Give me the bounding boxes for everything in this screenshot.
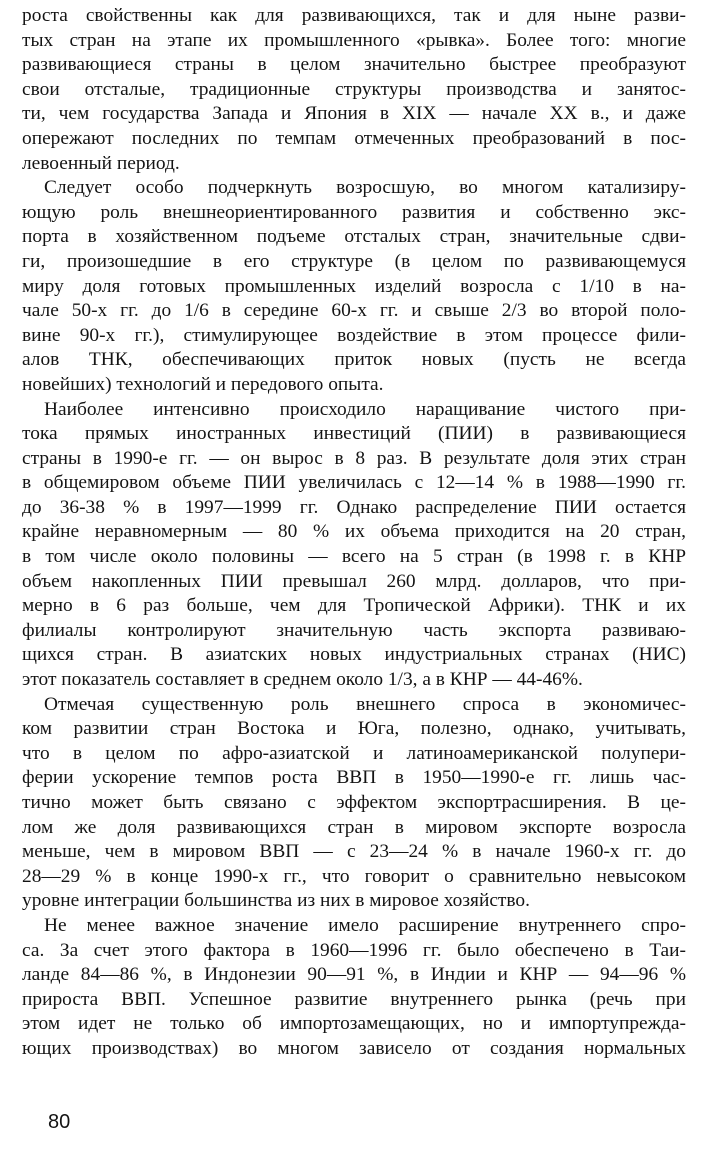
text-line: этот показатель составляет в среднем около 1/3, а в КНР — 44-46%. [22, 669, 583, 691]
text-line: этом идет не только об импортозамещающих, но и импортупрежда- [22, 1013, 686, 1035]
text-body [22, 4, 686, 1062]
text-line: миру доля готовых промышленных изделий возросла с 1/10 в на- [22, 275, 686, 297]
paragraph [22, 176, 686, 397]
text-line: меньше, чем в мировом ВВП — с 23—24 % в начале 1960-х гг. до [22, 841, 686, 863]
page-number: 80 [48, 1111, 71, 1133]
text-line: объем накопленных ПИИ превышал 260 млрд. долларов, что при- [22, 570, 686, 592]
book-page [22, 4, 686, 1154]
paragraph [22, 4, 686, 176]
text-line: тично может быть связано с эффектом экспортрасширения. В це- [22, 792, 686, 813]
text-line: ющих производствах) во многом зависело от создания нормальных [22, 1037, 686, 1059]
text-line: свои отсталые, традиционные структуры производства и занятос- [22, 78, 686, 100]
text-line: порта в хозяйственном подъеме отсталых стран, значительные сдви- [22, 226, 686, 248]
text-line: мерно в 6 раз больше, чем для Тропической Африки). ТНК и их [22, 595, 686, 617]
text-line: ланде 84—86 %, в Индонезии 90—91 %, в Индии и КНР — 94—96 % [22, 964, 686, 986]
text-line: прироста ВВП. Успешное развитие внутреннего рынка (речь при [22, 988, 686, 1010]
text-line: Отмечая существенную роль внешнего спроса в экономичес- [44, 693, 686, 715]
text-line: опережают последних по темпам отмеченных преобразований в пос- [22, 127, 686, 149]
paragraph [22, 693, 686, 914]
text-line: в общемировом объеме ПИИ увеличилась с 12—14 % в 1988—1990 гг. [22, 472, 686, 494]
text-line: до 36-38 % в 1997—1999 гг. Однако распределение ПИИ остается [22, 496, 686, 518]
text-line: филиалы контролируют значительную часть экспорта развиваю- [22, 619, 686, 641]
text-line: чале 50-х гг. до 1/6 в середине 60-х гг. и свыше 2/3 во второй поло- [22, 300, 686, 322]
paragraph [22, 914, 686, 1062]
text-line: Не менее важное значение имело расширение внутреннего спро- [44, 914, 686, 936]
text-line: алов ТНК, обеспечивающих приток новых (пусть не всегда [22, 349, 686, 371]
text-line: крайне неравномерным — 80 % их объема приходится на 20 стран, [22, 521, 686, 543]
text-line: ющую роль внешнеориентированного развития и собственно экс- [22, 201, 686, 223]
text-line: в том числе около половины — всего на 5 стран (в 1998 г. в КНР [22, 546, 686, 568]
text-line: уровне интеграции большинства из них в мировое хозяйство. [22, 890, 530, 912]
text-line: роста свойственны как для развивающихся, так и для ныне разви- [22, 5, 686, 26]
text-line: ги, произошедшие в его структуре (в целом по развивающемуся [22, 250, 686, 272]
text-line: лом же доля развивающихся стран в мировом экспорте возросла [22, 816, 686, 838]
text-line: са. За счет этого фактора в 1960—1996 гг. было обеспечено в Таи- [22, 939, 686, 961]
text-line: Наиболее интенсивно происходило наращивание чистого при- [44, 398, 686, 420]
text-line: тока прямых иностранных инвестиций (ПИИ) в развивающиеся [22, 423, 686, 445]
text-line: новейших) технологий и передового опыта. [22, 373, 384, 395]
text-line: левоенный период. [22, 152, 180, 174]
text-line: Следует особо подчеркнуть возросшую, во многом катализиру- [44, 177, 686, 199]
paragraph [22, 398, 686, 693]
text-line: что в целом по афро-азиатской и латиноамериканской полупери- [22, 742, 686, 764]
text-line: развивающиеся страны в целом значительно быстрее преобразуют [22, 54, 686, 76]
text-line: 28—29 % в конце 1990-х гг., что говорит о сравнительно невысоком [22, 865, 686, 887]
text-line: щихся стран. В азиатских новых индустриальных странах (НИС) [22, 644, 686, 666]
text-line: вине 90-х гг.), стимулирующее воздействие в этом процессе фили- [22, 324, 686, 346]
text-line: ти, чем государства Запада и Япония в XIX — начале XX в., и даже [22, 103, 686, 125]
text-line: ком развитии стран Востока и Юга, полезно, однако, учитывать, [22, 718, 686, 740]
text-line: ферии ускорение темпов роста ВВП в 1950—1990-е гг. лишь час- [22, 767, 686, 789]
text-line: тых стран на этапе их промышленного «рывка». Более того: многие [22, 29, 686, 51]
text-line: страны в 1990-е гг. — он вырос в 8 раз. В результате доля этих стран [22, 447, 686, 469]
